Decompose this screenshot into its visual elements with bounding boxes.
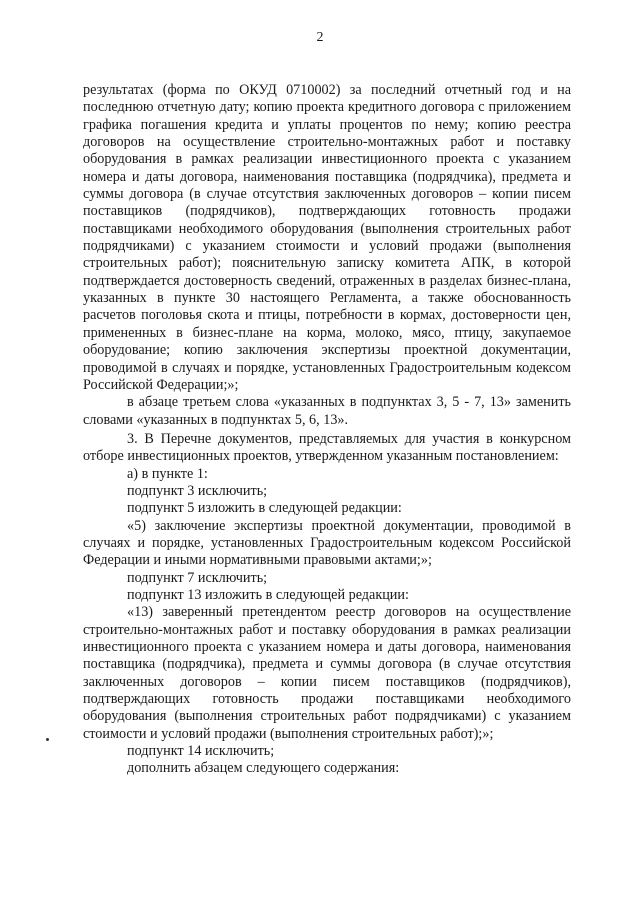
scan-artifact-dot [46,738,49,741]
paragraph-continuation: результатах (форма по ОКУД 0710002) за последний отчетный год и на последнюю отчетную дату; копию проекта кредитного договора с приложением графика погашения кредита и уплаты процентов по нему; копию реестра договоров на осуществление строительно-монтажных работ и поставку оборудования в рамках реализации инвестиционного проекта с указанием номера и даты договора, наименования поставщика (подрядчика), предмета и суммы договора (в случае отсутствия заключенных договоров – копии писем поставщиков (подрядчиков), подтверждающих готовность продажи поставщиками необходимого оборудования (выполнения строительных работ подрядчиками) с указанием стоимости и условий продажи (выполнения строительных работ); пояснительную записку комитета АПК, в которой подтверждается достоверность сведений, отраженных в разделах бизнес-плана, указанных в пункте 30 настоящего Регламента, а также обоснованность расчетов поголовья скота и птицы, потребности в кормах, достоверности цен, примененных в бизнес-плане на корма, молоко, мясо, птицу, закупаемое оборудование; копию заключения экспертизы проектной документации, проводимой в случаях и порядке, установленных Градостроительным кодексом Российской Федерации;»; [83,82,571,393]
paragraph-subpoint-7: подпункт 7 исключить; [127,569,268,586]
paragraph-amendment-abzac: в абзаце третьем слова «указанных в подпунктах 3, 5 - 7, 13» заменить словами «указанных в подпунктах 5, 6, 13». [83,394,571,428]
paragraph-quote-13: «13) заверенный претендентом реестр договоров на осуществление строительно-монтажных работ и поставку оборудования в рамках реализации инвестиционного проекта с указанием номера и даты договора, наименования поставщика (подрядчика), предмета и суммы договора (в случае отсутствия заключенных договоров – копии писем поставщиков (подрядчиков), подтверждающих готовность продажи поставщиками необходимого оборудования (выполнения строительных работ подрядчиками) с указанием стоимости и условий продажи (выполнения строительных работ);»; [83,604,571,742]
paragraph-subpoint-3: подпункт 3 исключить; [127,482,268,499]
paragraph-subitem-a: а) в пункте 1: [127,465,208,482]
paragraph-subpoint-14: подпункт 14 исключить; [127,743,275,760]
paragraph-quote-5: «5) заключение экспертизы проектной документации, проводимой в случаях и порядке, установленных Градостроительным кодексом Российской Федерации и иными нормативными правовыми актами;»; [83,517,571,569]
page-number: 2 [316,30,324,45]
paragraph-add-abzac: дополнить абзацем следующего содержания: [127,760,400,777]
paragraph-subpoint-5: подпункт 5 изложить в следующей редакции: [127,500,402,517]
paragraph-subpoint-13: подпункт 13 изложить в следующей редакции: [127,586,409,603]
document-body [83,82,571,778]
paragraph-item-3: 3. В Перечне документов, представляемых для участия в конкурсном отборе инвестиционных проектов, утвержденном указанным постановлением: [83,430,571,465]
